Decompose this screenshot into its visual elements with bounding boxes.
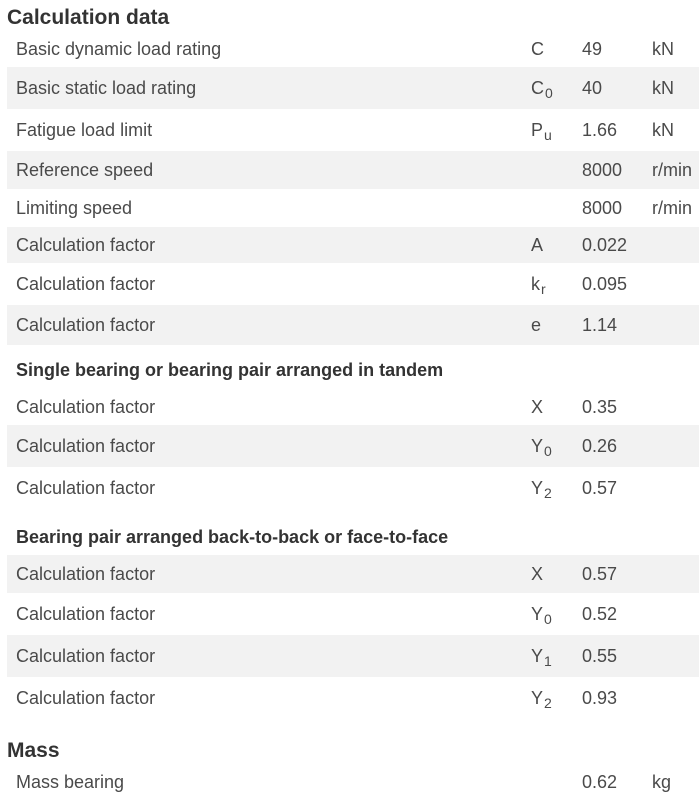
table-row [7, 151, 699, 189]
row-label: Calculation factor [16, 603, 156, 624]
row-symbol: A [531, 234, 544, 255]
row-value: 0.57 [582, 563, 618, 584]
row-label: Calculation factor [16, 234, 156, 255]
row-unit: r/min [652, 197, 692, 218]
table-row [7, 263, 699, 305]
row-label: Calculation factor [16, 563, 156, 584]
row-value: 0.62 [582, 771, 618, 792]
row-symbol: Y 0 [531, 435, 552, 459]
table-row [7, 389, 699, 425]
row-label: Reference speed [16, 159, 154, 180]
row-symbol: X [531, 563, 544, 584]
row-symbol: Y 2 [531, 477, 552, 501]
row-symbol: Y 0 [531, 603, 552, 627]
table-row [7, 635, 699, 677]
row-symbol: e [531, 314, 542, 335]
row-symbol: P u [531, 119, 552, 143]
row-label: Calculation factor [16, 396, 156, 417]
row-value: 0.095 [582, 273, 628, 294]
table-row [7, 677, 699, 719]
row-label: Limiting speed [16, 197, 133, 218]
row-value: 49 [582, 38, 603, 59]
row-unit: r/min [652, 159, 692, 180]
row-value: 8000 [582, 197, 623, 218]
row-label: Calculation factor [16, 645, 156, 666]
table-row [7, 67, 699, 109]
row-unit: kN [652, 38, 674, 59]
bearing-pair-heading: Bearing pair arranged back-to-back or face-to-face [16, 527, 449, 547]
row-label: Calculation factor [16, 435, 156, 456]
row-label: Basic dynamic load rating [16, 38, 222, 59]
row-symbol [531, 189, 532, 227]
row-value: 0.57 [582, 477, 618, 498]
row-symbol: C 0 [531, 77, 553, 101]
row-value: 0.55 [582, 645, 618, 666]
row-value: 0.26 [582, 435, 618, 456]
row-unit: kN [652, 119, 674, 140]
row-symbol: Y 1 [531, 645, 552, 669]
row-label: Calculation factor [16, 477, 156, 498]
row-unit: kN [652, 77, 674, 98]
table-row [7, 109, 699, 151]
row-symbol: Y 2 [531, 687, 552, 711]
row-label: Calculation factor [16, 687, 156, 708]
table-row [7, 425, 699, 467]
row-label: Fatigue load limit [16, 119, 153, 140]
row-value: 1.66 [582, 119, 618, 140]
table-row [7, 227, 699, 263]
row-label: Mass bearing [16, 771, 125, 792]
row-symbol: X [531, 396, 544, 417]
single-bearing-heading: Single bearing or bearing pair arranged in tandem [16, 360, 444, 380]
row-value: 0.022 [582, 234, 628, 255]
row-value: 0.93 [582, 687, 618, 708]
table-row [7, 764, 699, 800]
row-label: Calculation factor [16, 314, 156, 335]
mass-heading: Mass [7, 739, 60, 762]
table-row [7, 467, 699, 509]
row-value: 0.35 [582, 396, 618, 417]
row-value: 1.14 [582, 314, 618, 335]
table-row [7, 305, 699, 345]
row-unit: kg [652, 771, 672, 792]
row-symbol [531, 764, 532, 800]
row-symbol: k r [531, 273, 546, 297]
row-symbol [531, 151, 532, 189]
table-row [7, 189, 699, 227]
row-value: 0.52 [582, 603, 618, 624]
row-label: Calculation factor [16, 273, 156, 294]
table-row [7, 31, 699, 67]
row-value: 8000 [582, 159, 623, 180]
row-label: Basic static load rating [16, 77, 197, 98]
row-symbol: C [531, 38, 544, 59]
table-row [7, 555, 699, 593]
row-value: 40 [582, 77, 603, 98]
calculation-data-heading: Calculation data [7, 6, 170, 29]
table-row [7, 593, 699, 635]
